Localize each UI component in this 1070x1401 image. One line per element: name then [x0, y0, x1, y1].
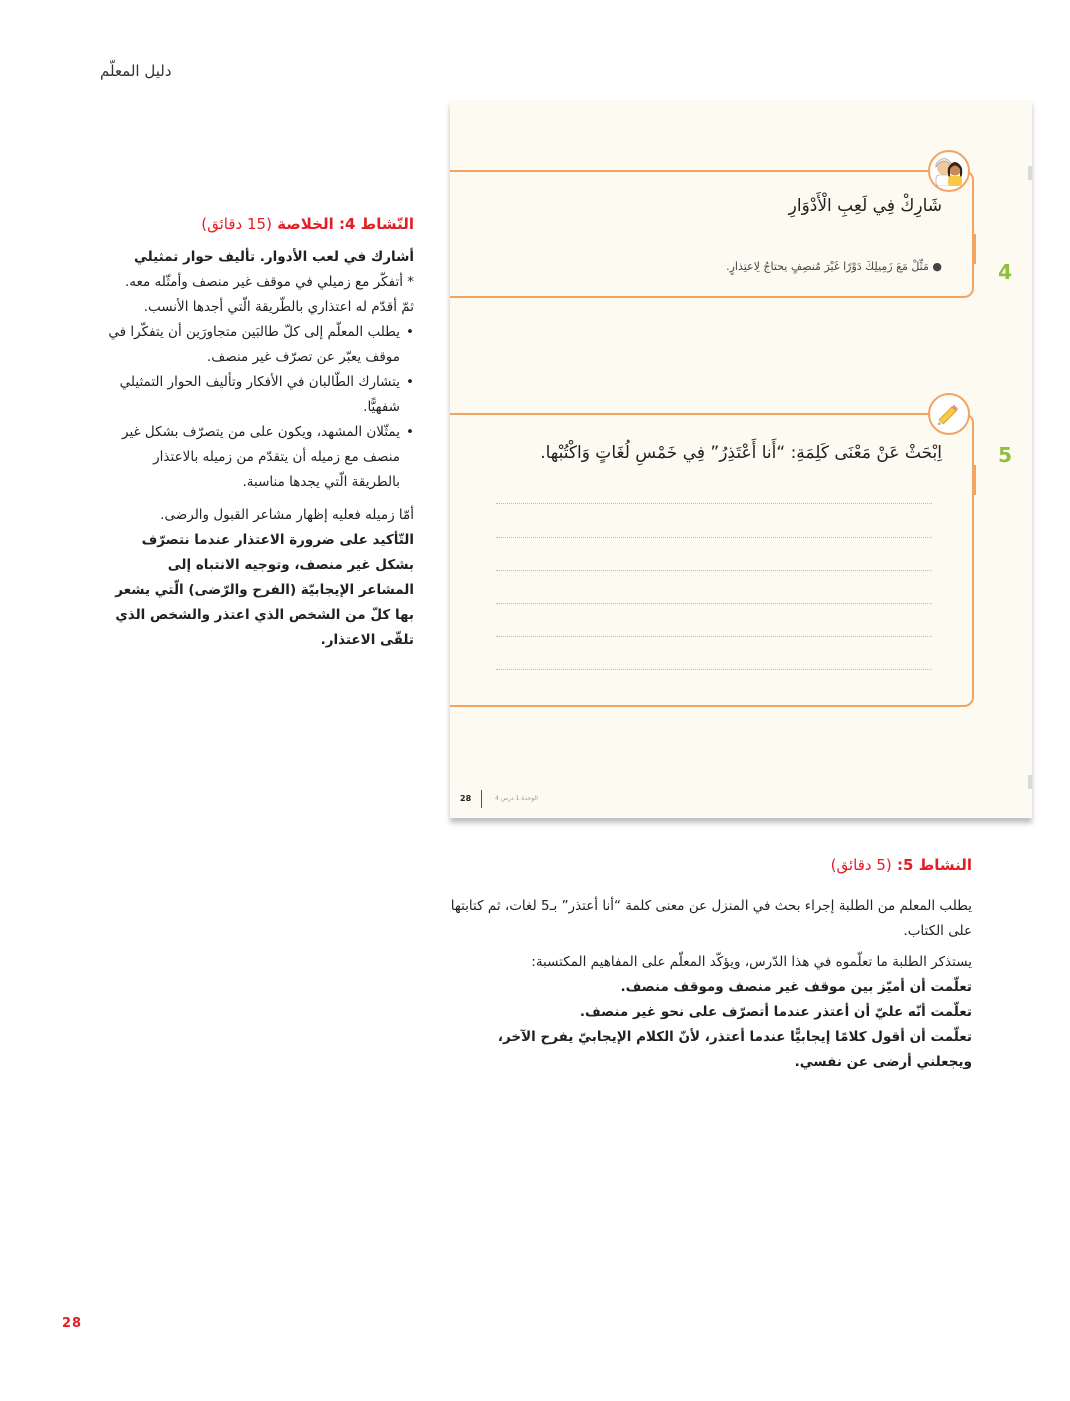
- exercise-4-tick: [974, 234, 976, 264]
- writing-line: [496, 570, 932, 571]
- activity-5-recap: يستذكر الطلبة ما تعلّموه في هذا الدّرس، ويؤكّد المعلّم على المفاهيم المكتسبة:: [531, 954, 972, 970]
- guide-title: دليل المعلّم: [100, 62, 172, 80]
- edge-mark: [1028, 166, 1032, 180]
- activity-5-minutes: (5 دقائق): [830, 856, 892, 874]
- exercise-5-tick: [974, 465, 976, 495]
- exercise-4-title: شَارِكْ فِي لَعِبِ الْأَدْوَارِ: [788, 196, 942, 216]
- list-item: • يطلب المعلّم إلى كلّ طالبَين متجاورَين أن يتفكّرا في موقف يعبّر عن تصرّف غير منصف.: [108, 320, 414, 370]
- writing-line: [496, 669, 932, 670]
- activity-5-section: [448, 853, 972, 1075]
- writing-line: [496, 636, 932, 637]
- exercise-4-bullet-text: مَثِّلْ مَعَ زَمِيلِكَ دَوْرًا غَيْرَ مُنصِفٍ يحتاجُ لِاعتِذارٍ.: [726, 260, 929, 273]
- exercise-5-number: 5: [998, 443, 1012, 467]
- pencil-icon: [928, 393, 970, 435]
- children-icon: [928, 150, 970, 192]
- page-number: 28: [62, 1316, 83, 1331]
- student-page-number: 28: [460, 794, 472, 803]
- exercise-4-number: 4: [998, 260, 1012, 284]
- activity-5-title: [448, 853, 972, 878]
- footer-divider: [481, 790, 482, 808]
- list-item: • يمثّلان المشهد، ويكون على من يتصرّف بشكل غير منصف مع زميله أن يتقدّم من زميله بالاعتذار بالطريقة الّتي يجدها مناسبة.: [108, 420, 414, 495]
- exercise-4-instruction: [726, 260, 942, 273]
- activity-5-title-text: النشاط 5:: [896, 856, 972, 874]
- activity-4-intro: * أتفكّر مع زميلي في موقف غير منصف وأمثّله معه. ثمّ أقدّم له اعتذاري بالطّريقة الّتي أجدها الأنسب.: [124, 274, 414, 315]
- activity-4-steps: [108, 320, 414, 495]
- activity-5-homework: يطلب المعلم من الطلبة إجراء بحث في المنزل عن معنى كلمة “أنا أعتذر” بـ5 لغات، ثم كتابتها على الكتاب.: [450, 898, 972, 939]
- exercise-4-box: [450, 170, 1012, 298]
- edge-mark: [1028, 775, 1032, 789]
- bullet-icon: ●: [928, 260, 942, 273]
- learned-item: تعلّمت أنّه عليّ أن أعتذر عندما أتصرّف على نحو غير منصف.: [579, 1004, 972, 1020]
- writing-line: [496, 603, 932, 604]
- writing-line: [496, 537, 932, 538]
- writing-line: [496, 503, 932, 504]
- exercise-5-box: [450, 413, 1012, 707]
- learned-item: تعلّمت أن أميّز بين موقف غير منصف وموقف منصف.: [620, 979, 972, 995]
- activity-4-title-text: النّشاط 4: الخلاصة: [277, 215, 414, 233]
- student-page-unit: الوحدة 1 درس 4: [495, 795, 538, 802]
- student-page-footer: [450, 790, 570, 820]
- learned-item: تعلّمت أن أقول كلامًا إيجابيًّا عندما أعتذر، لأنّ الكلام الإيجابيّ يفرح الآخر، ويجعلني أرضى عن نفسي.: [497, 1029, 972, 1070]
- activity-4-section: [108, 212, 414, 653]
- activity-4-conclusion: التّأكيد على ضرورة الاعتذار عندما نتصرّف بشكل غير منصف، وتوجيه الانتباه إلى المشاعر الإيجابيّة (الفرح والرّضى) الّتي يشعر بها كلّ من الشخص الذي اعتذر والشخص الذي تلقّى الاعتذار.: [115, 532, 414, 648]
- student-page: [450, 100, 1032, 818]
- activity-4-subtitle: أشارك في لعب الأدوار. تأليف حوار تمثيلي: [133, 249, 414, 265]
- list-item: • يتشارك الطّالبان في الأفكار وتأليف الحوار التمثيلي شفهيًّا.: [108, 370, 414, 420]
- activity-4-title: [108, 212, 414, 237]
- exercise-5-title: اِبْحَثْ عَنْ مَعْنَى كَلِمَةِ: “أَنا أَعْتَذِرُ” فِي خَمْسِ لُغَاتٍ وَاكْتُبْها.: [540, 443, 942, 463]
- activity-4-minutes: (15 دقائق): [201, 215, 272, 233]
- activity-4-note: أمّا زميله فعليه إظهار مشاعر القبول والرضى.: [160, 507, 414, 523]
